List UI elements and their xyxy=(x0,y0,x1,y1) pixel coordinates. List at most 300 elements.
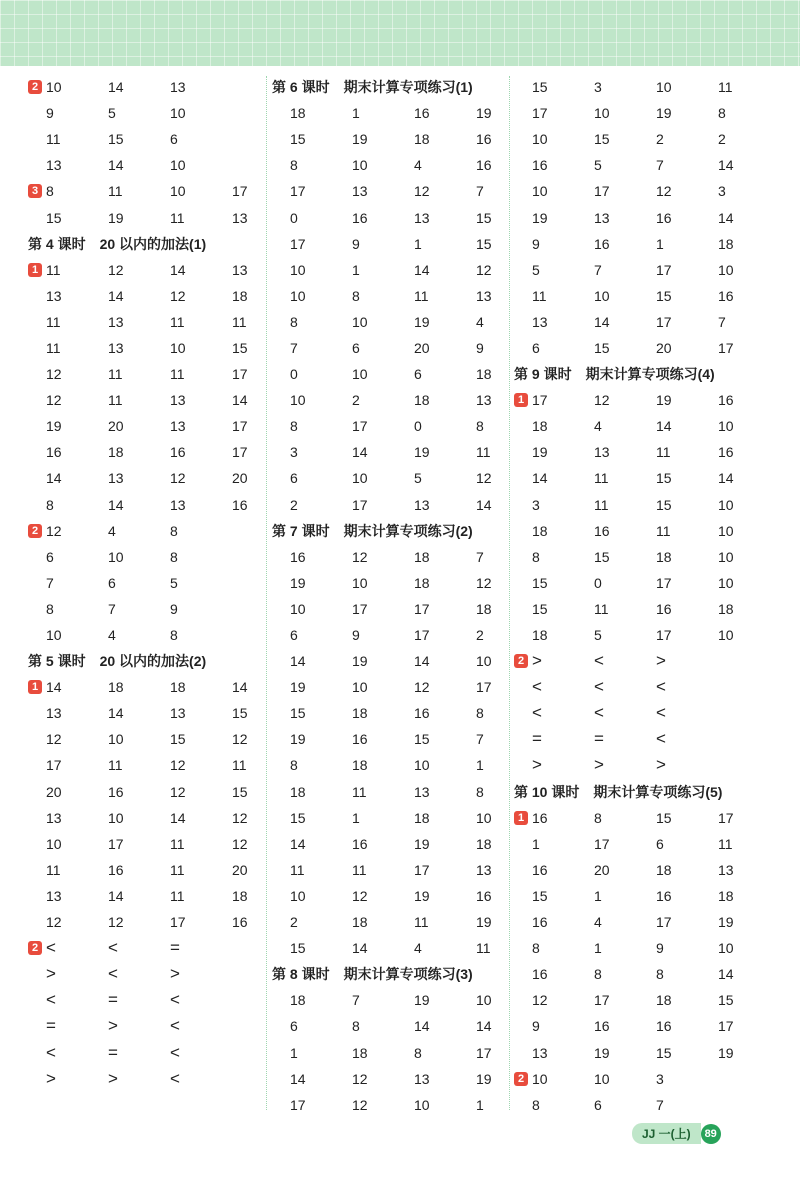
answer-value: 8 xyxy=(46,183,54,200)
answer-value: 4 xyxy=(108,627,116,644)
lesson-title xyxy=(28,648,260,674)
answer-value: 18 xyxy=(170,679,186,696)
lesson-number: 第 7 课时 xyxy=(272,522,330,539)
answer-row xyxy=(514,1092,746,1118)
answer-value: 14 xyxy=(414,261,430,278)
answer-value: 10 xyxy=(718,418,734,435)
answer-value: 20 xyxy=(232,470,248,487)
answer-value: 12 xyxy=(46,366,62,383)
answer-value: 10 xyxy=(352,157,368,174)
answer-value: 15 xyxy=(532,887,548,904)
answer-value: 14 xyxy=(476,496,492,513)
answer-value: 10 xyxy=(352,366,368,383)
answer-row xyxy=(28,1066,260,1092)
answer-value: 10 xyxy=(594,105,610,122)
answer-value: 19 xyxy=(46,418,62,435)
answer-row xyxy=(514,805,746,831)
answer-row xyxy=(28,570,260,596)
answer-value: 11 xyxy=(170,835,185,852)
answer-row xyxy=(514,1013,746,1039)
answer-value: 11 xyxy=(108,366,123,383)
answer-value: 2 xyxy=(656,131,664,148)
answer-value: 15 xyxy=(290,131,306,148)
answer-value: 4 xyxy=(594,418,602,435)
answer-value: 15 xyxy=(656,809,672,826)
answer-value: 4 xyxy=(594,914,602,931)
answer-value: 18 xyxy=(476,366,492,383)
answer-value: 14 xyxy=(476,1018,492,1035)
answer-value: 6 xyxy=(290,1018,298,1035)
lesson-number: 第 6 课时 xyxy=(272,79,330,96)
answer-value: 2 xyxy=(718,131,726,148)
answer-value: 17 xyxy=(232,366,248,383)
answer-value: 10 xyxy=(170,157,186,174)
answer-value: 19 xyxy=(476,914,492,931)
answer-row xyxy=(28,335,260,361)
answer-value: 13 xyxy=(170,392,186,409)
answer-value: 18 xyxy=(718,235,734,252)
answer-value: 1 xyxy=(414,235,422,252)
answer-value: < xyxy=(532,703,542,723)
answer-value: 17 xyxy=(290,183,306,200)
answer-value: 10 xyxy=(414,1096,430,1113)
answer-value: 11 xyxy=(46,861,61,878)
answer-value: > xyxy=(532,651,542,671)
lesson-title xyxy=(272,518,504,544)
answer-row xyxy=(514,752,746,778)
answer-value: 4 xyxy=(414,940,422,957)
answer-value: 17 xyxy=(290,1096,306,1113)
question-number-badge: 2 xyxy=(28,524,42,538)
answer-value: 17 xyxy=(232,418,248,435)
answer-value: 11 xyxy=(232,757,247,774)
answer-value: 13 xyxy=(170,705,186,722)
answer-row xyxy=(272,1013,504,1039)
answer-value: < xyxy=(594,703,604,723)
answer-value: 10 xyxy=(656,79,672,96)
answer-value: 10 xyxy=(290,600,306,617)
answer-value: 1 xyxy=(352,261,360,278)
answer-value: 3 xyxy=(532,496,540,513)
answer-value: 13 xyxy=(414,1070,430,1087)
lesson-number: 第 5 课时 xyxy=(28,653,86,670)
answer-value: 18 xyxy=(718,887,734,904)
answer-value: 15 xyxy=(594,131,610,148)
answer-value: 13 xyxy=(46,809,62,826)
answer-row xyxy=(514,570,746,596)
answer-value: 15 xyxy=(656,287,672,304)
lesson-title xyxy=(514,779,746,805)
answer-value: 7 xyxy=(594,261,602,278)
answer-value: 11 xyxy=(718,835,733,852)
answer-value: 10 xyxy=(718,261,734,278)
answer-row xyxy=(514,257,746,283)
answer-value: 1 xyxy=(594,887,602,904)
answer-value: 17 xyxy=(352,600,368,617)
answer-value: 12 xyxy=(414,183,430,200)
answer-value: 12 xyxy=(46,914,62,931)
answer-value: 15 xyxy=(414,731,430,748)
answer-row xyxy=(272,231,504,257)
page-number: 89 xyxy=(701,1124,721,1144)
answer-value: 16 xyxy=(476,887,492,904)
page-footer xyxy=(632,1123,721,1144)
answer-value: 9 xyxy=(352,627,360,644)
answer-value: 16 xyxy=(656,600,672,617)
answer-value: 14 xyxy=(352,444,368,461)
answer-value: = xyxy=(594,729,604,749)
answer-value: 9 xyxy=(352,235,360,252)
answer-value: 14 xyxy=(594,313,610,330)
answer-row xyxy=(272,1039,504,1065)
answer-value: 8 xyxy=(656,966,664,983)
answer-value: 7 xyxy=(656,157,664,174)
answer-value: 10 xyxy=(476,809,492,826)
answer-value: 17 xyxy=(170,914,186,931)
answer-value: 11 xyxy=(476,444,491,461)
answer-value: 10 xyxy=(108,809,124,826)
answer-value: 5 xyxy=(532,261,540,278)
answer-row xyxy=(514,935,746,961)
answer-value: 7 xyxy=(108,600,116,617)
answer-value: 7 xyxy=(718,313,726,330)
answer-value: 13 xyxy=(108,313,124,330)
answer-row xyxy=(272,413,504,439)
answer-value: 12 xyxy=(352,1096,368,1113)
answer-value: 18 xyxy=(656,992,672,1009)
answer-value: 18 xyxy=(476,835,492,852)
answer-value: 11 xyxy=(594,496,609,513)
answer-column-1 xyxy=(28,74,260,1092)
answer-value: 11 xyxy=(594,470,609,487)
answer-row xyxy=(28,413,260,439)
answer-value: 13 xyxy=(108,339,124,356)
answer-value: 17 xyxy=(414,861,430,878)
answer-value: 14 xyxy=(290,653,306,670)
answer-value: 19 xyxy=(414,992,430,1009)
answer-value: 19 xyxy=(352,131,368,148)
answer-row xyxy=(514,126,746,152)
answer-value: = xyxy=(170,938,180,958)
answer-value: 9 xyxy=(170,600,178,617)
answer-value: 16 xyxy=(718,392,734,409)
answer-value: 4 xyxy=(414,157,422,174)
answer-value: 18 xyxy=(352,914,368,931)
answer-row xyxy=(272,309,504,335)
answer-value: = xyxy=(46,1016,56,1036)
answer-value: 18 xyxy=(290,992,306,1009)
answer-value: < xyxy=(656,677,666,697)
answer-value: 19 xyxy=(414,887,430,904)
answer-row xyxy=(28,596,260,622)
answer-value: 15 xyxy=(718,992,734,1009)
answer-value: 19 xyxy=(594,1044,610,1061)
answer-row xyxy=(514,283,746,309)
lesson-name: 20 以内的加法(2) xyxy=(99,653,207,670)
answer-value: < xyxy=(170,1068,180,1088)
answer-row xyxy=(28,439,260,465)
answer-value: 10 xyxy=(290,261,306,278)
answer-value: 10 xyxy=(352,313,368,330)
answer-row xyxy=(514,465,746,491)
answer-value: 7 xyxy=(476,548,484,565)
answer-row xyxy=(28,622,260,648)
answer-value: 4 xyxy=(476,313,484,330)
answer-value: 3 xyxy=(656,1070,664,1087)
answer-row xyxy=(514,596,746,622)
answer-value: = xyxy=(108,990,118,1010)
answer-value: 3 xyxy=(290,444,298,461)
answer-value: 16 xyxy=(532,809,548,826)
answer-value: 15 xyxy=(532,600,548,617)
answer-row xyxy=(514,74,746,100)
answer-row xyxy=(28,544,260,570)
answer-row xyxy=(514,831,746,857)
answer-value: 17 xyxy=(46,757,62,774)
answer-value: 13 xyxy=(594,209,610,226)
answer-row xyxy=(28,700,260,726)
answer-value: 11 xyxy=(594,600,609,617)
answer-row xyxy=(272,935,504,961)
answer-value: 16 xyxy=(352,835,368,852)
answer-value: 13 xyxy=(352,183,368,200)
answer-row xyxy=(272,257,504,283)
answer-value: 14 xyxy=(290,1070,306,1087)
answer-row xyxy=(272,883,504,909)
answer-value: 8 xyxy=(476,783,484,800)
answer-value: 14 xyxy=(108,287,124,304)
answer-value: 13 xyxy=(532,313,548,330)
answer-value: < xyxy=(594,651,604,671)
answer-value: 17 xyxy=(476,1044,492,1061)
answer-row xyxy=(28,1039,260,1065)
answer-value: 16 xyxy=(352,731,368,748)
answer-value: 19 xyxy=(656,392,672,409)
answer-value: 11 xyxy=(718,79,733,96)
question-number-badge: 2 xyxy=(28,80,42,94)
answer-row xyxy=(272,544,504,570)
answer-value: 14 xyxy=(414,653,430,670)
answer-value: 19 xyxy=(476,105,492,122)
answer-row xyxy=(272,674,504,700)
answer-value: 12 xyxy=(108,261,124,278)
answer-row xyxy=(514,178,746,204)
answer-value: 20 xyxy=(108,418,124,435)
answer-value: > xyxy=(46,1068,56,1088)
answer-value: 19 xyxy=(290,574,306,591)
answer-value: 8 xyxy=(476,705,484,722)
answer-value: < xyxy=(532,677,542,697)
answer-value: 1 xyxy=(290,1044,298,1061)
answer-value: 17 xyxy=(232,444,248,461)
answer-value: 18 xyxy=(290,783,306,800)
answer-value: 12 xyxy=(170,757,186,774)
answer-value: 16 xyxy=(46,444,62,461)
answer-value: 17 xyxy=(656,914,672,931)
answer-column-2 xyxy=(272,74,504,1118)
answer-row xyxy=(272,700,504,726)
answer-value: 15 xyxy=(656,496,672,513)
answer-value: 8 xyxy=(532,1096,540,1113)
answer-value: 17 xyxy=(594,183,610,200)
answer-value: 18 xyxy=(476,600,492,617)
answer-value: 12 xyxy=(414,679,430,696)
answer-value: 17 xyxy=(352,418,368,435)
lesson-name: 期末计算专项练习(5) xyxy=(593,783,723,800)
answer-value: 10 xyxy=(414,757,430,774)
answer-value: 18 xyxy=(532,627,548,644)
answer-row xyxy=(28,492,260,518)
answer-value: 19 xyxy=(414,835,430,852)
answer-value: 10 xyxy=(718,574,734,591)
answer-row xyxy=(514,726,746,752)
answer-value: 15 xyxy=(290,809,306,826)
answer-value: 10 xyxy=(170,183,186,200)
answer-row xyxy=(272,283,504,309)
answer-value: 8 xyxy=(594,966,602,983)
answer-value: 16 xyxy=(414,705,430,722)
answer-row xyxy=(514,700,746,726)
answer-value: 7 xyxy=(46,574,54,591)
answer-value: 13 xyxy=(46,705,62,722)
answer-value: 15 xyxy=(476,235,492,252)
answer-row xyxy=(514,439,746,465)
answer-value: 10 xyxy=(352,574,368,591)
answer-row xyxy=(28,674,260,700)
answer-value: 8 xyxy=(170,548,178,565)
lesson-number: 第 9 课时 xyxy=(514,366,572,383)
answer-value: 10 xyxy=(594,287,610,304)
answer-value: = xyxy=(108,1042,118,1062)
answer-value: 8 xyxy=(532,940,540,957)
answer-value: 10 xyxy=(46,835,62,852)
answer-value: 17 xyxy=(594,835,610,852)
answer-row xyxy=(514,413,746,439)
answer-value: 16 xyxy=(414,105,430,122)
answer-value: 14 xyxy=(656,418,672,435)
answer-value: 13 xyxy=(718,861,734,878)
answer-value: 11 xyxy=(108,392,123,409)
answer-value: 14 xyxy=(46,470,62,487)
answer-value: 15 xyxy=(594,548,610,565)
answer-value: 10 xyxy=(170,339,186,356)
answer-value: 15 xyxy=(170,731,186,748)
answer-value: 17 xyxy=(532,392,548,409)
answer-value: 2 xyxy=(290,496,298,513)
answer-value: 14 xyxy=(170,809,186,826)
answer-value: > xyxy=(108,1068,118,1088)
answer-value: > xyxy=(170,964,180,984)
answer-value: 12 xyxy=(232,731,248,748)
answer-value: 13 xyxy=(46,887,62,904)
question-number-badge: 2 xyxy=(28,941,42,955)
answer-value: 8 xyxy=(532,548,540,565)
answer-value: 11 xyxy=(656,522,671,539)
answer-row xyxy=(28,257,260,283)
answer-value: 8 xyxy=(46,496,54,513)
answer-value: > xyxy=(108,1016,118,1036)
answer-value: 12 xyxy=(476,470,492,487)
answer-value: 11 xyxy=(352,783,367,800)
answer-value: < xyxy=(656,729,666,749)
answer-value: 18 xyxy=(414,574,430,591)
answer-row xyxy=(272,1066,504,1092)
answer-value: 12 xyxy=(232,809,248,826)
answer-value: < xyxy=(108,938,118,958)
answer-value: 13 xyxy=(476,861,492,878)
answer-column-3 xyxy=(514,74,746,1118)
answer-value: 19 xyxy=(532,444,548,461)
answer-value: 15 xyxy=(656,1044,672,1061)
answer-row xyxy=(28,726,260,752)
answer-value: 10 xyxy=(46,79,62,96)
answer-row xyxy=(514,674,746,700)
answer-value: 6 xyxy=(532,339,540,356)
answer-value: 12 xyxy=(352,548,368,565)
answer-value: 7 xyxy=(476,183,484,200)
answer-value: 18 xyxy=(532,522,548,539)
answer-value: 16 xyxy=(108,783,124,800)
answer-value: 15 xyxy=(290,940,306,957)
answer-value: 6 xyxy=(414,366,422,383)
answer-value: 11 xyxy=(46,131,61,148)
answer-value: 19 xyxy=(352,653,368,670)
answer-row xyxy=(28,309,260,335)
answer-value: 6 xyxy=(46,548,54,565)
answer-value: 14 xyxy=(414,1018,430,1035)
answer-value: 12 xyxy=(46,731,62,748)
answer-row xyxy=(514,387,746,413)
answer-value: 1 xyxy=(656,235,664,252)
answer-value: 11 xyxy=(46,261,61,278)
answer-value: 1 xyxy=(476,757,484,774)
answer-value: 12 xyxy=(476,261,492,278)
answer-row xyxy=(28,779,260,805)
answer-row xyxy=(514,492,746,518)
answer-value: 11 xyxy=(170,313,185,330)
answer-value: 19 xyxy=(290,731,306,748)
answer-value: 9 xyxy=(476,339,484,356)
answer-row xyxy=(28,100,260,126)
answer-value: 14 xyxy=(170,261,186,278)
answer-value: 20 xyxy=(46,783,62,800)
answer-value: 8 xyxy=(290,757,298,774)
answer-value: 15 xyxy=(232,339,248,356)
answer-value: 19 xyxy=(414,444,430,461)
answer-value: < xyxy=(170,990,180,1010)
answer-value: 18 xyxy=(108,444,124,461)
answer-value: 17 xyxy=(476,679,492,696)
question-number-badge: 1 xyxy=(28,263,42,277)
answer-row xyxy=(28,987,260,1013)
answer-value: 9 xyxy=(532,1018,540,1035)
answer-value: 0 xyxy=(290,209,298,226)
answer-value: 20 xyxy=(232,861,248,878)
answer-row xyxy=(514,309,746,335)
answer-value: 12 xyxy=(352,1070,368,1087)
answer-value: 11 xyxy=(290,861,305,878)
grade-tag: JJ 一(上) xyxy=(632,1123,701,1144)
answer-value: 17 xyxy=(414,600,430,617)
answer-value: 19 xyxy=(108,209,124,226)
answer-value: > xyxy=(594,755,604,775)
answer-value: 16 xyxy=(108,861,124,878)
answer-value: 14 xyxy=(290,835,306,852)
answer-value: 12 xyxy=(108,914,124,931)
answer-value: 12 xyxy=(656,183,672,200)
answer-row xyxy=(28,178,260,204)
answer-value: 6 xyxy=(594,1096,602,1113)
